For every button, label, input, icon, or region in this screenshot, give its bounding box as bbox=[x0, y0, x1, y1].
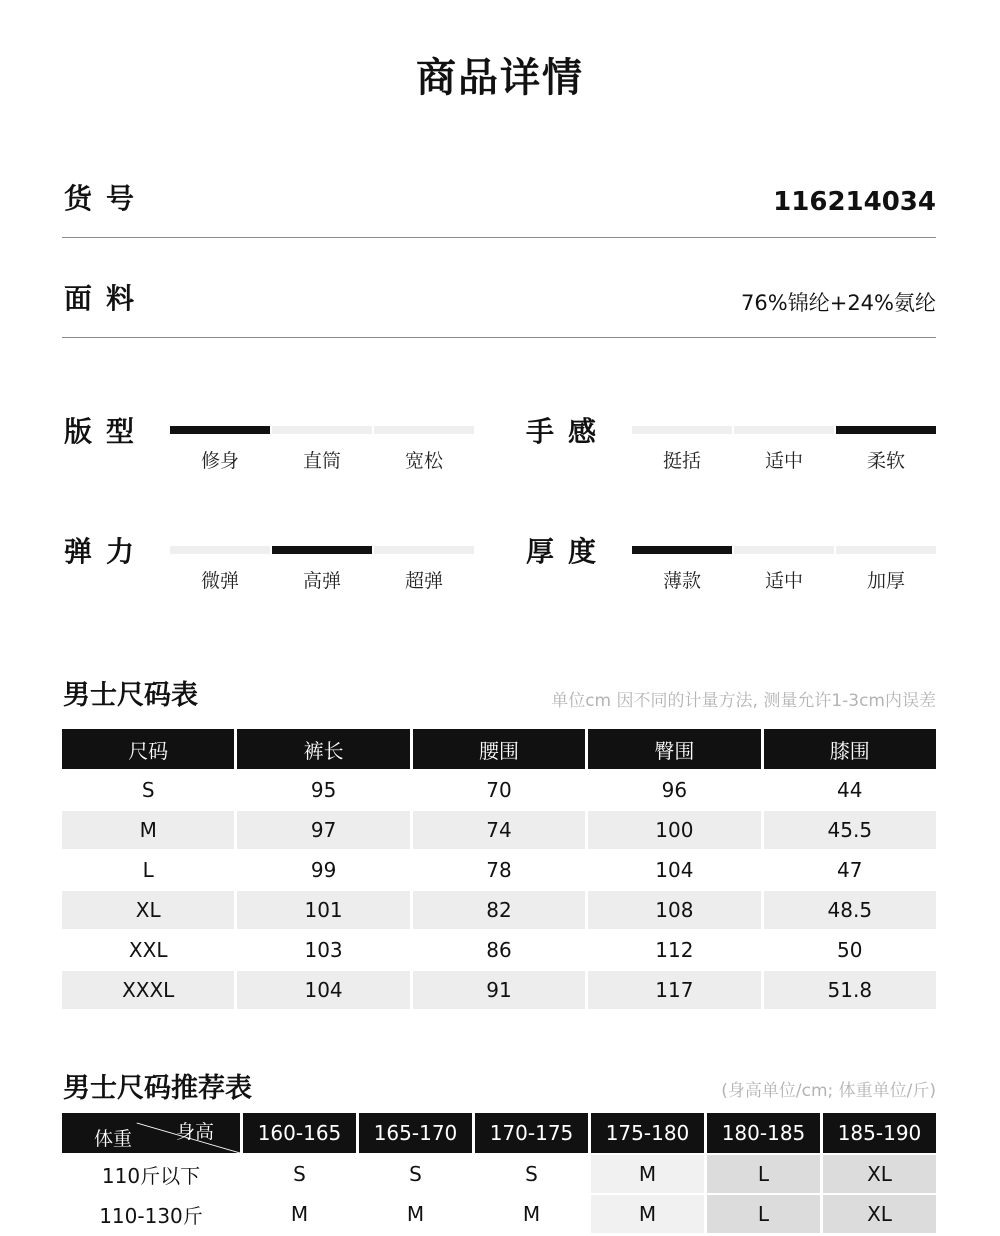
fabric-label: 面料 bbox=[64, 282, 149, 315]
scale-segment bbox=[272, 426, 372, 434]
scale-segment bbox=[632, 546, 732, 554]
recommend-chart-table bbox=[59, 1113, 939, 1233]
table-cell: 70 bbox=[413, 769, 585, 809]
table-cell: 74 bbox=[413, 809, 585, 849]
scale-option-label: 宽松 bbox=[404, 450, 443, 472]
recommend-chart-title: 男士尺码推荐表 bbox=[63, 1073, 252, 1104]
table-cell: 50 bbox=[764, 929, 936, 969]
column-header: 臀围 bbox=[588, 729, 760, 769]
table-cell: S bbox=[475, 1153, 588, 1193]
column-header: 170-175 bbox=[475, 1113, 588, 1153]
sku-label: 货号 bbox=[64, 182, 149, 215]
table-row bbox=[62, 929, 936, 969]
table-cell: 104 bbox=[588, 849, 760, 889]
table-cell: XL bbox=[823, 1193, 936, 1233]
attribute-label: 弹力 bbox=[64, 535, 149, 568]
table-cell: 117 bbox=[588, 969, 760, 1009]
table-row bbox=[62, 889, 936, 929]
table-cell: XL bbox=[823, 1153, 936, 1193]
table-cell: S bbox=[359, 1153, 472, 1193]
table-cell: XXL bbox=[62, 929, 234, 969]
scale-segment bbox=[734, 546, 834, 554]
table-cell: M bbox=[243, 1193, 356, 1233]
scale-option-label: 直筒 bbox=[302, 450, 341, 472]
page-title: 商品详情 bbox=[416, 55, 584, 101]
column-header: 180-185 bbox=[707, 1113, 820, 1153]
table-cell: S bbox=[243, 1153, 356, 1193]
scale-option-label: 适中 bbox=[764, 450, 803, 472]
table-cell: 96 bbox=[588, 769, 760, 809]
sku-row bbox=[62, 138, 936, 238]
table-cell: 108 bbox=[588, 889, 760, 929]
table-cell: 51.8 bbox=[764, 969, 936, 1009]
scale-segment bbox=[272, 546, 372, 554]
scale-segment bbox=[836, 546, 936, 554]
scale-segment bbox=[632, 426, 732, 434]
column-header: 175-180 bbox=[591, 1113, 704, 1153]
size-chart-note: 单位cm 因不同的计量方法, 测量允许1-3cm内误差 bbox=[551, 691, 936, 711]
column-header: 185-190 bbox=[823, 1113, 936, 1153]
table-row bbox=[62, 849, 936, 889]
sku-value: 116214034 bbox=[773, 187, 936, 217]
table-cell: 101 bbox=[237, 889, 409, 929]
scale-option-label: 适中 bbox=[764, 570, 803, 592]
row-header: 110-130斤 bbox=[62, 1193, 240, 1233]
table-cell: 91 bbox=[413, 969, 585, 1009]
column-header: 裤长 bbox=[237, 729, 409, 769]
table-cell: 95 bbox=[237, 769, 409, 809]
table-cell: M bbox=[475, 1193, 588, 1233]
table-cell: 47 bbox=[764, 849, 936, 889]
scale-option-label: 加厚 bbox=[866, 570, 905, 592]
table-cell: M bbox=[591, 1153, 704, 1193]
corner-cell bbox=[62, 1113, 240, 1153]
column-header: 腰围 bbox=[413, 729, 585, 769]
column-header: 膝围 bbox=[764, 729, 936, 769]
table-cell: XL bbox=[62, 889, 234, 929]
table-row bbox=[62, 969, 936, 1009]
column-header: 165-170 bbox=[359, 1113, 472, 1153]
table-cell: 99 bbox=[237, 849, 409, 889]
attribute-label: 版型 bbox=[64, 415, 149, 448]
fabric-value: 76%锦纶+24%氨纶 bbox=[741, 291, 936, 315]
table-cell: 45.5 bbox=[764, 809, 936, 849]
table-header-row bbox=[62, 729, 936, 769]
table-cell: 86 bbox=[413, 929, 585, 969]
attribute-stretch bbox=[62, 530, 482, 610]
table-cell: M bbox=[359, 1193, 472, 1233]
table-cell: L bbox=[707, 1153, 820, 1193]
fabric-row bbox=[62, 238, 936, 338]
scale-option-label: 挺括 bbox=[662, 450, 701, 472]
table-cell: L bbox=[707, 1193, 820, 1233]
table-row bbox=[62, 1153, 936, 1193]
column-header: 尺码 bbox=[62, 729, 234, 769]
table-cell: 100 bbox=[588, 809, 760, 849]
attribute-thickness bbox=[524, 530, 944, 610]
attribute-feel bbox=[524, 410, 944, 490]
table-cell: M bbox=[591, 1193, 704, 1233]
scale-option-label: 柔软 bbox=[866, 450, 905, 472]
table-cell: 44 bbox=[764, 769, 936, 809]
scale-option-label: 微弹 bbox=[200, 570, 239, 592]
scale-option-label: 高弹 bbox=[302, 570, 341, 592]
scale-segment bbox=[170, 546, 270, 554]
scale-segment bbox=[374, 546, 474, 554]
recommend-chart-note: (身高单位/cm; 体重单位/斤) bbox=[721, 1081, 936, 1101]
scale-segment bbox=[836, 426, 936, 434]
column-header: 160-165 bbox=[243, 1113, 356, 1153]
size-chart-table bbox=[59, 729, 939, 1009]
table-cell: 104 bbox=[237, 969, 409, 1009]
table-cell: 48.5 bbox=[764, 889, 936, 929]
table-row bbox=[62, 809, 936, 849]
attribute-fit bbox=[62, 410, 482, 490]
corner-height-label: 身高 bbox=[175, 1121, 214, 1143]
scale-segment bbox=[374, 426, 474, 434]
table-cell: 97 bbox=[237, 809, 409, 849]
scale-segment bbox=[170, 426, 270, 434]
scale-segment bbox=[734, 426, 834, 434]
table-cell: 78 bbox=[413, 849, 585, 889]
table-cell: S bbox=[62, 769, 234, 809]
row-header: 110斤以下 bbox=[62, 1153, 240, 1193]
size-chart-title: 男士尺码表 bbox=[63, 680, 198, 711]
scale-option-label: 薄款 bbox=[662, 570, 701, 592]
table-cell: 103 bbox=[237, 929, 409, 969]
attribute-label: 手感 bbox=[526, 415, 611, 448]
table-cell: L bbox=[62, 849, 234, 889]
corner-weight-label: 体重 bbox=[94, 1128, 133, 1150]
scale-option-label: 修身 bbox=[200, 450, 239, 472]
scale-option-label: 超弹 bbox=[404, 570, 443, 592]
table-cell: 112 bbox=[588, 929, 760, 969]
table-header-row bbox=[62, 1113, 936, 1153]
table-row bbox=[62, 1193, 936, 1233]
attribute-label: 厚度 bbox=[526, 535, 611, 568]
table-cell: M bbox=[62, 809, 234, 849]
table-row bbox=[62, 769, 936, 809]
table-cell: XXXL bbox=[62, 969, 234, 1009]
table-cell: 82 bbox=[413, 889, 585, 929]
